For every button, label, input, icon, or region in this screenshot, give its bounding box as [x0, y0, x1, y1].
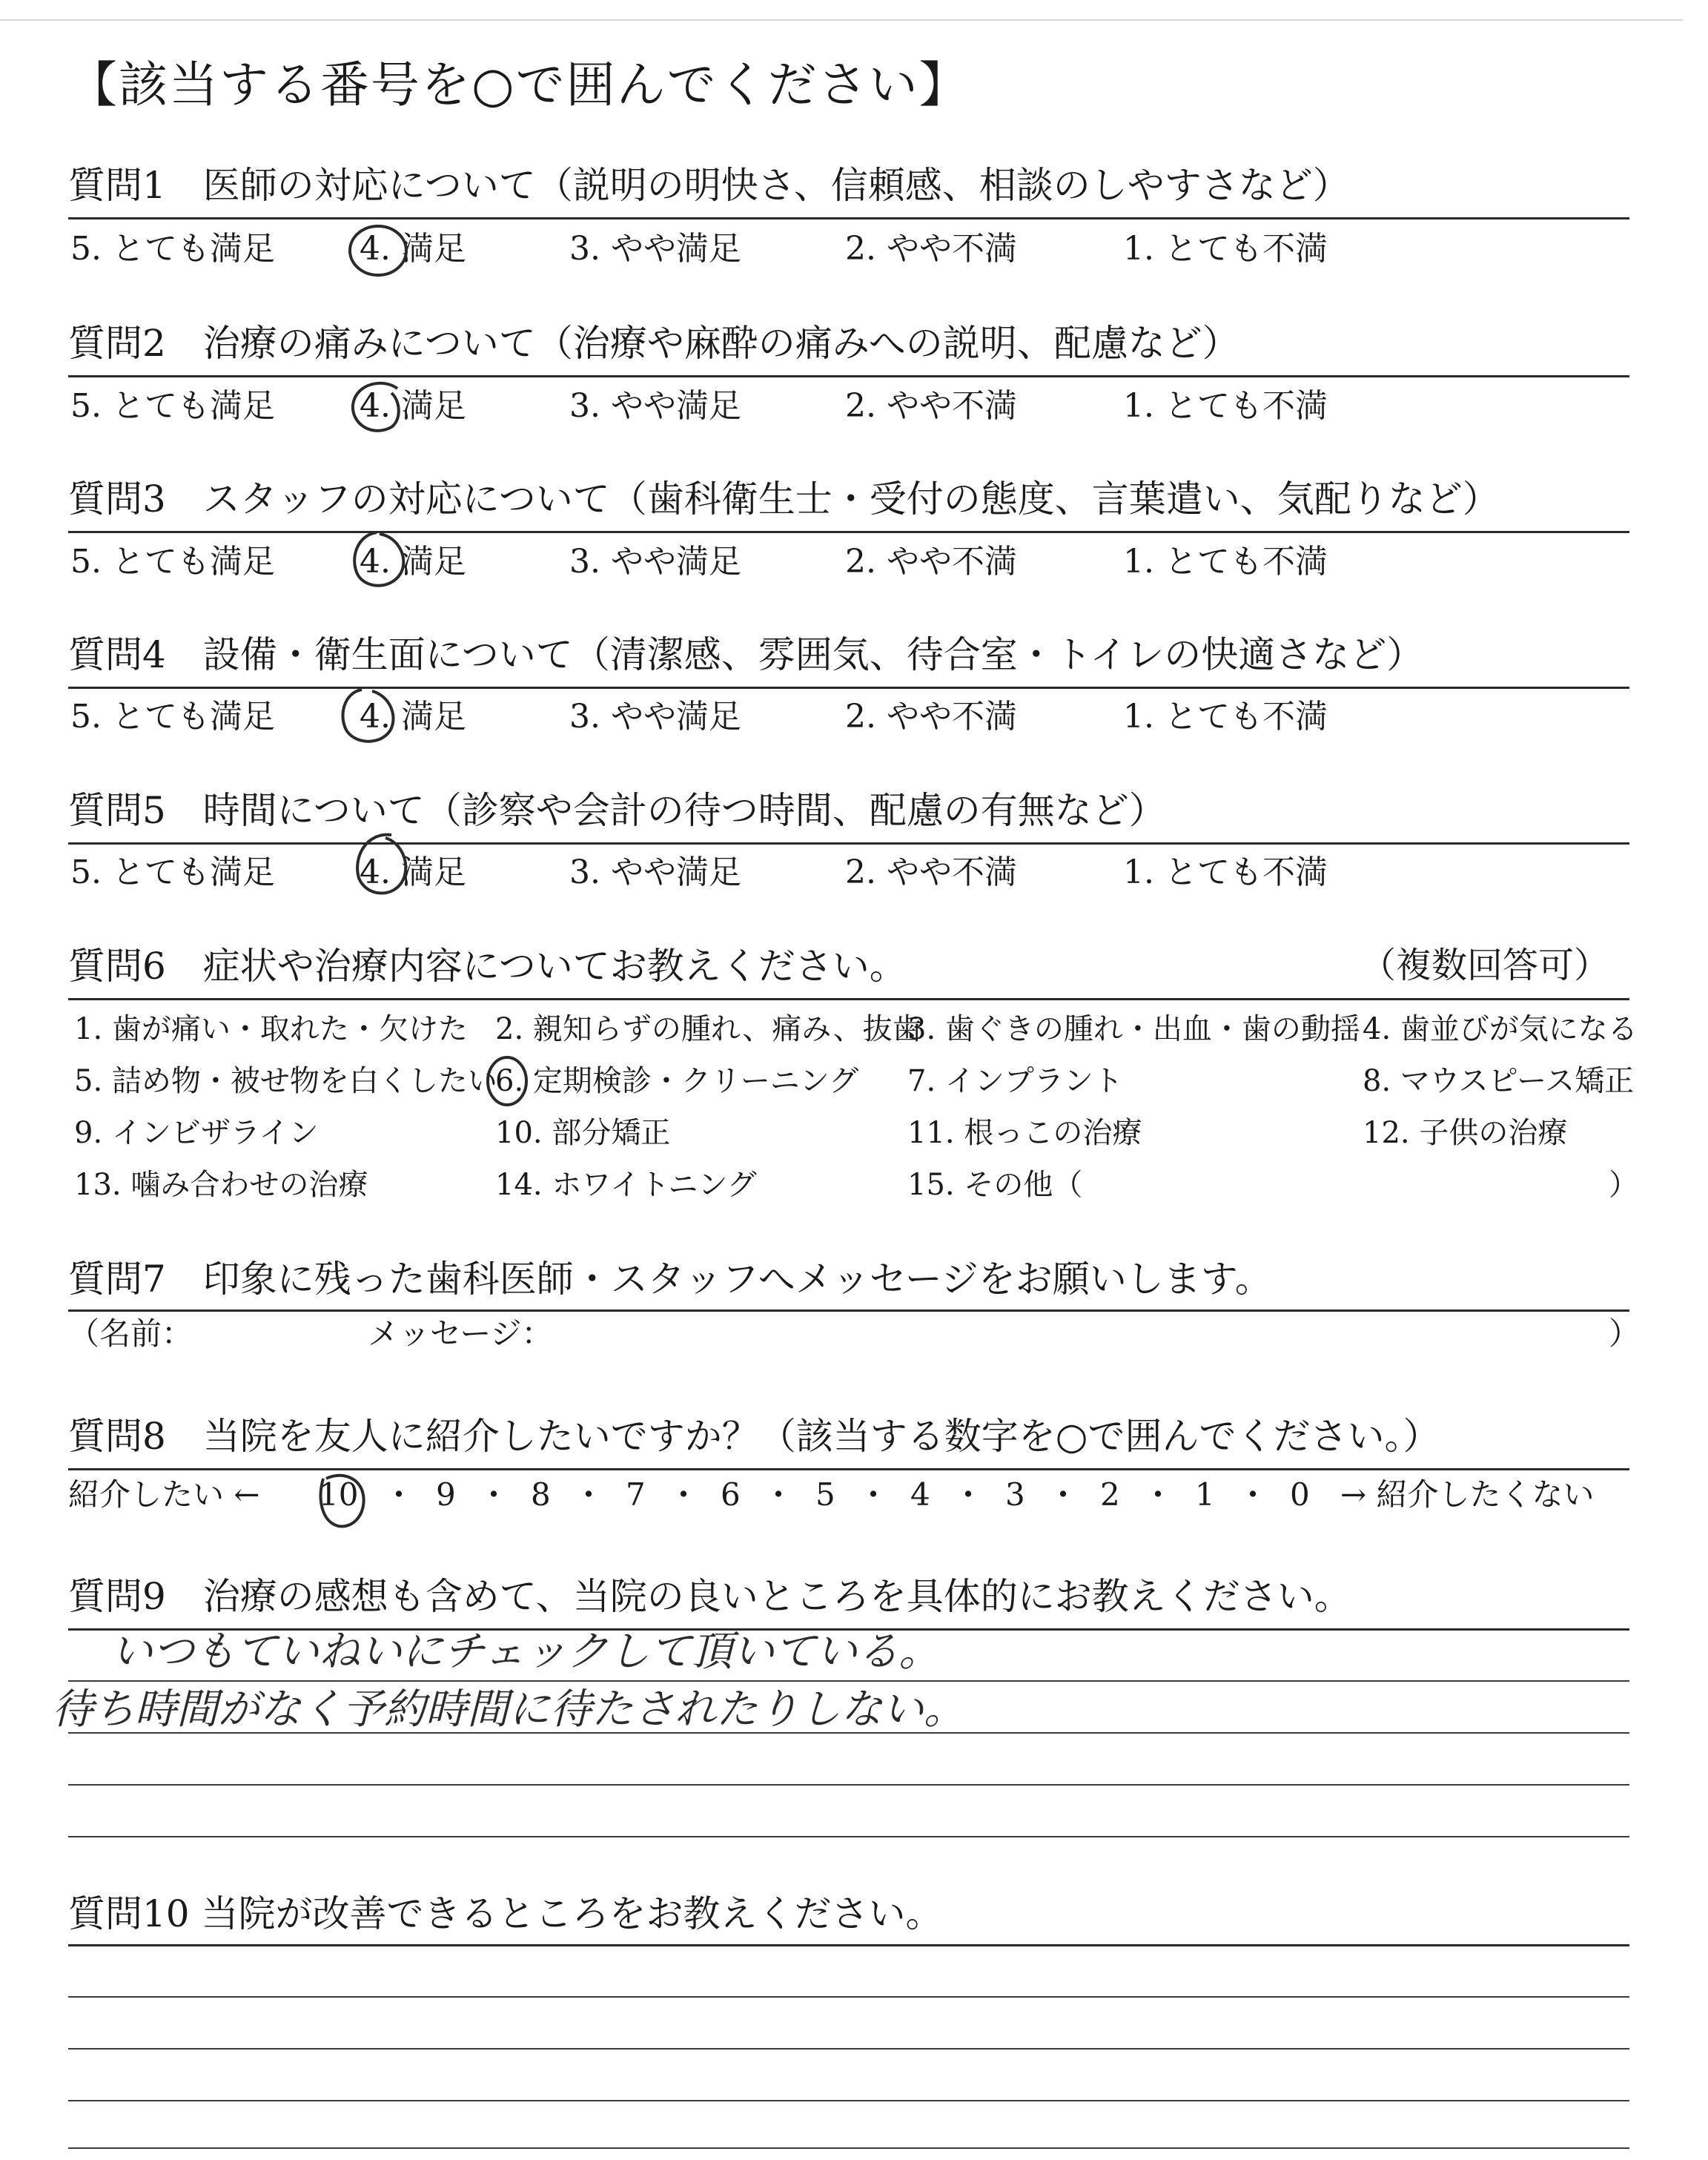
question-4-rule — [68, 687, 1629, 689]
q5-option-5[interactable]: 5. とても満足 — [70, 853, 275, 891]
q8-separator: ・ — [1047, 1476, 1079, 1514]
q8-score-3[interactable]: 3 — [1005, 1476, 1025, 1513]
question-4-heading: 質問4 設備・衛生面について（清潔感、雰囲気、待合室・トイレの快適さなど） — [68, 633, 1424, 676]
question-10-heading: 質問10 当院が改善できるところをお教えください。 — [68, 1892, 943, 1935]
q6-option-5[interactable]: 5. 詰め物・被せ物を白くしたい — [74, 1064, 497, 1098]
scan-top-edge — [0, 19, 1683, 21]
q8-separator: ・ — [1237, 1476, 1269, 1514]
q6-option-12[interactable]: 12. 子供の治療 — [1363, 1116, 1568, 1150]
q8-score-9[interactable]: 9 — [436, 1476, 456, 1513]
q8-score-8[interactable]: 8 — [531, 1476, 551, 1513]
q7-close-paren: ） — [1609, 1315, 1641, 1352]
q2-option-2[interactable]: 2. やや不満 — [845, 387, 1017, 425]
q6-option-6[interactable]: 6. 定期検診・クリーニング — [495, 1064, 859, 1098]
q1-option-4[interactable]: 4. 満足 — [360, 230, 466, 268]
q10-writing-line — [68, 2048, 1629, 2050]
page-title: 【該当する番号を○で囲んでください】 — [68, 56, 970, 113]
q8-score-0[interactable]: 0 — [1290, 1476, 1310, 1513]
q9-writing-line — [68, 1836, 1629, 1837]
q2-option-1[interactable]: 1. とても不満 — [1123, 387, 1328, 425]
q2-option-3[interactable]: 3. やや満足 — [569, 387, 741, 425]
q6-option-15[interactable]: 15. その他（ — [907, 1168, 1083, 1202]
question-1-heading: 質問1 医師の対応について（説明の明快さ、信頼感、相談のしやすさなど） — [68, 164, 1350, 207]
q6-option-9[interactable]: 9. インビザライン — [74, 1116, 319, 1150]
q3-option-1[interactable]: 1. とても不満 — [1123, 543, 1328, 581]
q2-option-5[interactable]: 5. とても満足 — [70, 387, 275, 425]
q3-option-5[interactable]: 5. とても満足 — [70, 543, 275, 581]
q9-writing-line — [68, 1784, 1629, 1786]
question-7-rule — [68, 1309, 1629, 1312]
q9-writing-line — [68, 1680, 1629, 1682]
q3-option-3[interactable]: 3. やや満足 — [569, 543, 741, 581]
q9-answer-line-1: いつもていねいにチェックして頂いている。 — [111, 1628, 941, 1676]
q5-option-2[interactable]: 2. やや不満 — [845, 853, 1017, 891]
q8-left-label: 紹介したい ← — [68, 1476, 260, 1513]
q6-option-4[interactable]: 4. 歯並びが気になる — [1363, 1012, 1638, 1046]
q8-separator: ・ — [383, 1476, 415, 1514]
question-5-heading: 質問5 時間について（診察や会計の待つ時間、配慮の有無など） — [68, 789, 1166, 832]
q6-option-3[interactable]: 3. 歯ぐきの腫れ・出血・歯の動揺 — [907, 1012, 1360, 1046]
question-8-rule — [68, 1468, 1629, 1470]
q6-option-10[interactable]: 10. 部分矯正 — [495, 1116, 671, 1150]
question-3-rule — [68, 531, 1629, 533]
q8-score-5[interactable]: 5 — [815, 1476, 835, 1513]
q6-option-2[interactable]: 2. 親知らずの腫れ、痛み、抜歯 — [495, 1012, 922, 1046]
q1-option-2[interactable]: 2. やや不満 — [845, 230, 1017, 268]
q9-answer-line-2: 待ち時間がなく予約時間に待たされたりしない。 — [52, 1685, 965, 1734]
q1-option-1[interactable]: 1. とても不満 — [1123, 230, 1328, 268]
q8-score-7[interactable]: 7 — [626, 1476, 646, 1513]
q10-writing-line — [68, 1996, 1629, 1998]
q7-name-label: （名前： — [68, 1315, 193, 1352]
q10-writing-line — [68, 2100, 1629, 2101]
q8-separator: ・ — [572, 1476, 605, 1514]
q8-score-1[interactable]: 1 — [1195, 1476, 1215, 1513]
q6-option-8[interactable]: 8. マウスピース矯正 — [1363, 1064, 1635, 1098]
question-2-rule — [68, 375, 1629, 377]
q5-option-3[interactable]: 3. やや満足 — [569, 853, 741, 891]
q1-option-5[interactable]: 5. とても満足 — [70, 230, 275, 268]
q7-message-label: メッセージ： — [368, 1315, 553, 1352]
q8-separator: ・ — [762, 1476, 795, 1514]
q8-separator: ・ — [1142, 1476, 1174, 1514]
question-6-rule — [68, 998, 1629, 1000]
q6-option-7[interactable]: 7. インプラント — [907, 1064, 1123, 1098]
q8-score-4[interactable]: 4 — [910, 1476, 930, 1513]
q6-option-1[interactable]: 1. 歯が痛い・取れた・欠けた — [74, 1012, 468, 1046]
q6-other-close-paren: ） — [1609, 1168, 1638, 1202]
question-8-heading: 質問8 当院を友人に紹介したいですか？（該当する数字を○で囲んでください。） — [68, 1415, 1440, 1458]
q1-option-3[interactable]: 3. やや満足 — [569, 230, 741, 268]
question-5-rule — [68, 842, 1629, 845]
q8-score-2[interactable]: 2 — [1100, 1476, 1120, 1513]
question-6-heading: 質問6 症状や治療内容についてお教えください。 — [68, 945, 907, 988]
q3-option-2[interactable]: 2. やや不満 — [845, 543, 1017, 581]
q5-option-1[interactable]: 1. とても不満 — [1123, 853, 1328, 891]
q6-option-13[interactable]: 13. 噛み合わせの治療 — [74, 1168, 368, 1202]
q10-writing-line — [68, 2147, 1629, 2149]
q8-separator: ・ — [857, 1476, 890, 1514]
q5-option-4[interactable]: 4. 満足 — [360, 853, 466, 891]
question-2-heading: 質問2 治療の痛みについて（治療や麻酔の痛みへの説明、配慮など） — [68, 322, 1239, 365]
q8-separator: ・ — [667, 1476, 700, 1514]
question-9-heading: 質問9 治療の感想も含めて、当院の良いところを具体的にお教えください。 — [68, 1575, 1351, 1618]
q2-option-4[interactable]: 4. 満足 — [360, 387, 466, 425]
q4-option-5[interactable]: 5. とても満足 — [70, 698, 275, 736]
question-3-heading: 質問3 スタッフの対応について（歯科衛生士・受付の態度、言葉遣い、気配りなど） — [68, 478, 1500, 521]
q4-option-3[interactable]: 3. やや満足 — [569, 698, 741, 736]
q4-option-4[interactable]: 4. 満足 — [360, 698, 466, 736]
q4-option-2[interactable]: 2. やや不満 — [845, 698, 1017, 736]
question-1-rule — [68, 217, 1629, 219]
q6-option-11[interactable]: 11. 根っこの治療 — [907, 1116, 1142, 1150]
q8-score-10[interactable]: 10 — [319, 1476, 359, 1513]
q3-option-4[interactable]: 4. 満足 — [360, 543, 466, 581]
q8-separator: ・ — [952, 1476, 984, 1514]
q4-option-1[interactable]: 1. とても不満 — [1123, 698, 1328, 736]
q8-right-label: → 紹介したくない — [1340, 1476, 1595, 1513]
question-10-rule — [68, 1944, 1629, 1946]
q6-multiple-answers-note: （複数回答可） — [1360, 945, 1610, 986]
q6-option-14[interactable]: 14. ホワイトニング — [495, 1168, 757, 1202]
question-7-heading: 質問7 印象に残った歯科医師・スタッフへメッセージをお願いします。 — [68, 1258, 1272, 1301]
q8-score-6[interactable]: 6 — [721, 1476, 741, 1513]
q8-separator: ・ — [477, 1476, 510, 1514]
